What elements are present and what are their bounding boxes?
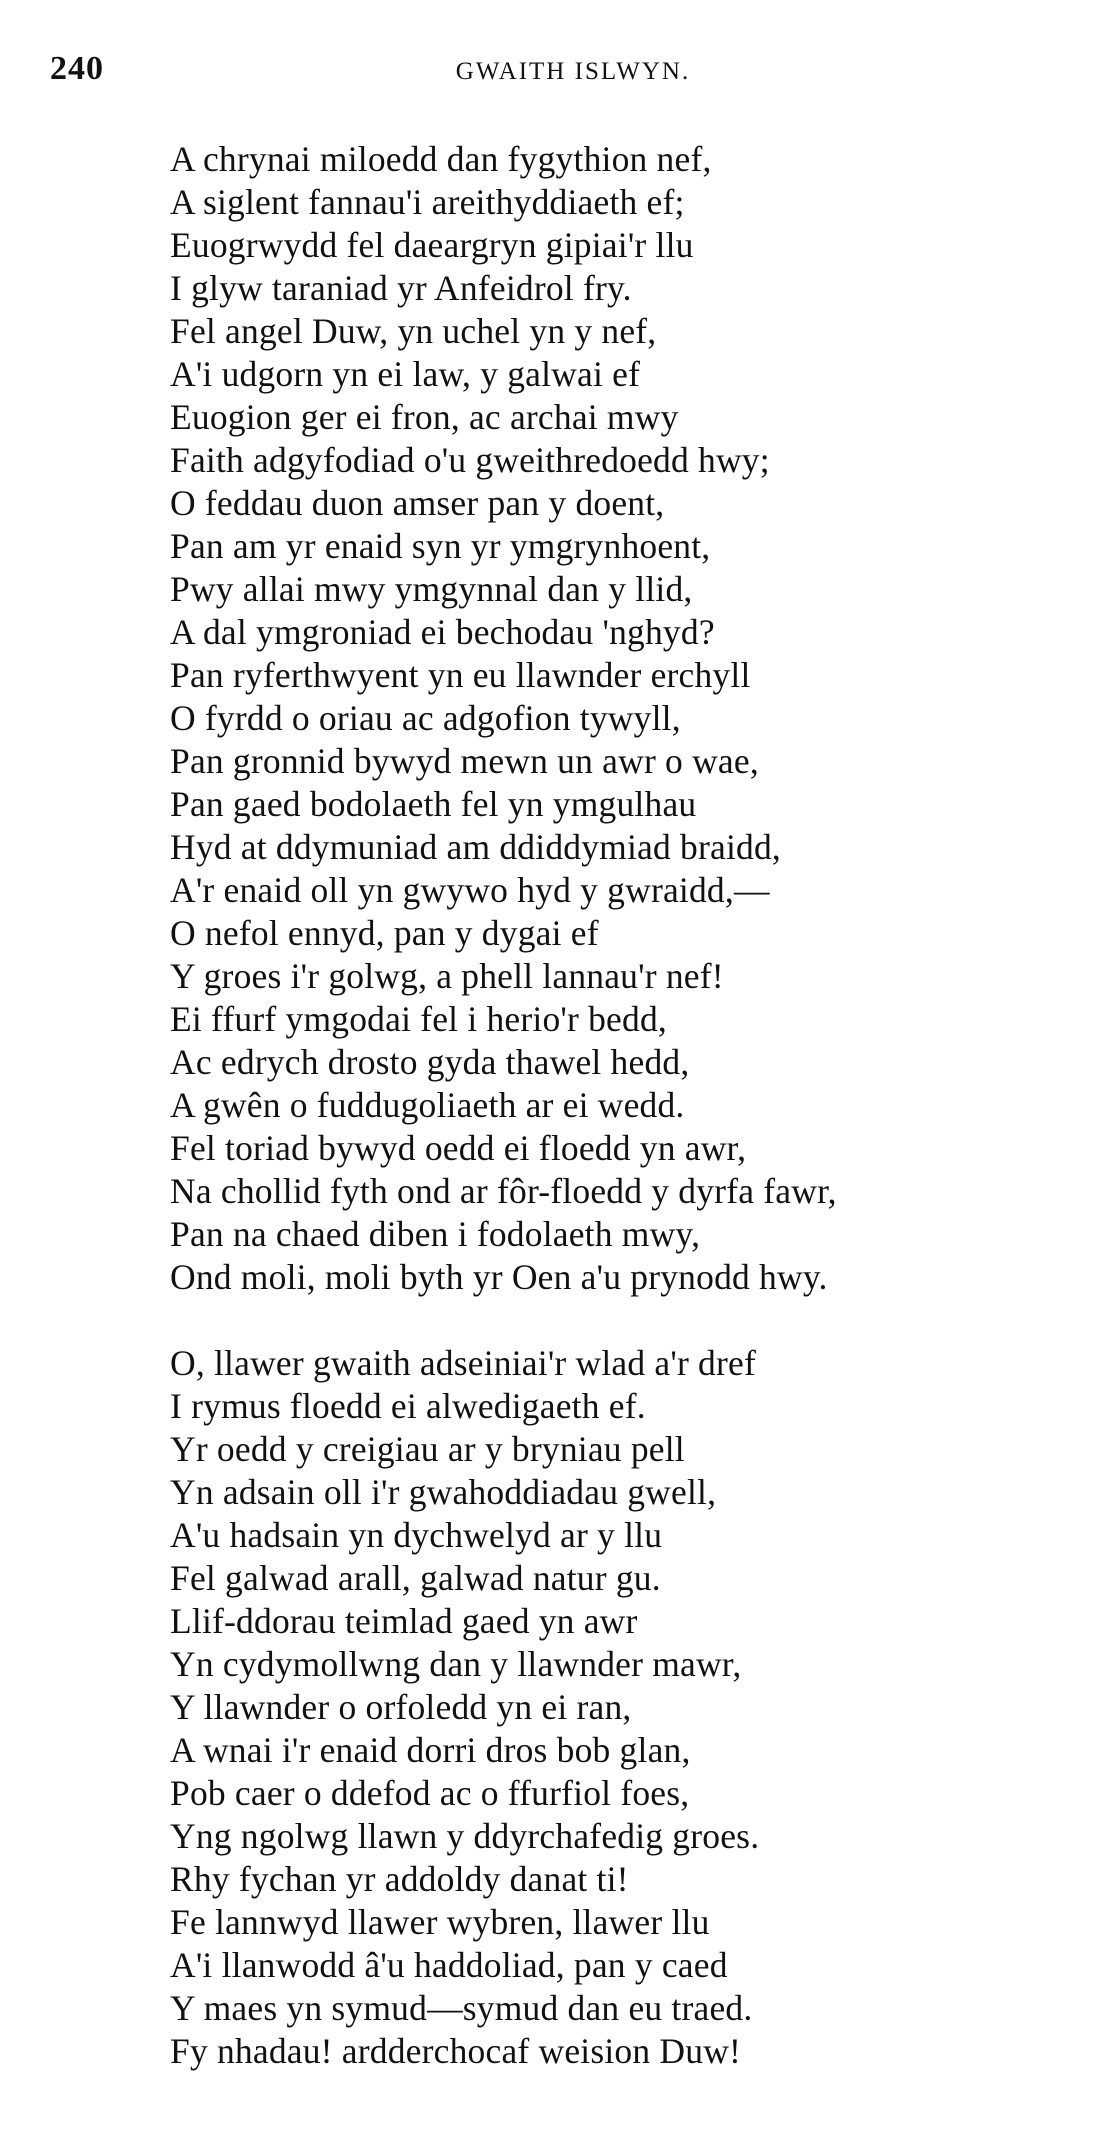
poem-line: Pan ryferthwyent yn eu llawnder erchyll [170,655,751,695]
poem-line: O fyrdd o oriau ac adgofion tywyll, [170,698,681,738]
poem-line: A chrynai miloedd dan fygythion nef, [170,139,712,179]
poem-line: A dal ymgroniad ei bechodau 'nghyd? [170,612,715,652]
poem-line: O, llawer gwaith adseiniai'r wlad a'r dref [170,1343,757,1383]
page-header [0,50,1101,100]
poem-line: Yng ngolwg llawn y ddyrchafedig groes. [170,1816,760,1856]
page-number: 240 [50,50,104,87]
poem-line: I glyw taraniad yr Anfeidrol fry. [170,268,632,308]
poem-line: O nefol ennyd, pan y dygai ef [170,913,599,953]
poem-line: Ond moli, moli byth yr Oen a'u prynodd hwy. [170,1257,828,1297]
poem-line: Hyd at ddymuniad am ddiddymiad braidd, [170,827,781,867]
poem-line: Yn adsain oll i'r gwahoddiadau gwell, [170,1472,717,1512]
poem-line: Pan gronnid bywyd mewn un awr o wae, [170,741,759,781]
poem-line: Pan gaed bodolaeth fel yn ymgulhau [170,784,697,824]
poem-line: Y maes yn symud—symud dan eu traed. [170,1988,753,2028]
poem-line: Yn cydymollwng dan y llawnder mawr, [170,1644,742,1684]
poem-line: Rhy fychan yr addoldy danat ti! [170,1859,629,1899]
poem-line: I rymus floedd ei alwedigaeth ef. [170,1386,646,1426]
poem-line: Pan am yr enaid syn yr ymgrynhoent, [170,526,711,566]
poem-line: Pan na chaed diben i fodolaeth mwy, [170,1214,701,1254]
poem-line: O feddau duon amser pan y doent, [170,483,665,523]
poem-line: Pwy allai mwy ymgynnal dan y llid, [170,569,693,609]
poem-line: Fy nhadau! ardderchocaf weision Duw! [170,2031,742,2071]
poem-line: Fel angel Duw, yn uchel yn y nef, [170,311,657,351]
poem-line: A wnai i'r enaid dorri dros bob glan, [170,1730,691,1770]
poem-line: Na chollid fyth ond ar fôr-floedd y dyrfa fawr, [170,1171,837,1211]
poem-line: Faith adgyfodiad o'u gweithredoedd hwy; [170,440,770,480]
poem-line: A gwên o fuddugoliaeth ar ei wedd. [170,1085,685,1125]
poem-line: Pob caer o ddefod ac o ffurfiol foes, [170,1773,690,1813]
poem-line: A'i llanwodd â'u haddoliad, pan y caed [170,1945,728,1985]
poem-body [170,138,1080,2073]
poem-line: A'i udgorn yn ei law, y galwai ef [170,354,641,394]
running-title: GWAITH ISLWYN. [455,58,691,85]
stanza-1 [170,138,1080,1299]
poem-line: A siglent fannau'i areithyddiaeth ef; [170,182,685,222]
poem-line: Ac edrych drosto gyda thawel hedd, [170,1042,690,1082]
poem-line: A'r enaid oll yn gwywo hyd y gwraidd,— [170,870,770,910]
poem-line: A'u hadsain yn dychwelyd ar y llu [170,1515,663,1555]
poem-line: Fe lannwyd llawer wybren, llawer llu [170,1902,710,1942]
poem-line: Llif-ddorau teimlad gaed yn awr [170,1601,638,1641]
poem-line: Ei ffurf ymgodai fel i herio'r bedd, [170,999,667,1039]
poem-line: Euogion ger ei fron, ac archai mwy [170,397,679,437]
poem-line: Euogrwydd fel daeargryn gipiai'r llu [170,225,694,265]
poem-line: Fel toriad bywyd oedd ei floedd yn awr, [170,1128,747,1168]
poem-line: Fel galwad arall, galwad natur gu. [170,1558,661,1598]
poem-line: Yr oedd y creigiau ar y bryniau pell [170,1429,685,1469]
stanza-2 [170,1342,1080,2073]
poem-line: Y llawnder o orfoledd yn ei ran, [170,1687,632,1727]
poem-line: Y groes i'r golwg, a phell lannau'r nef! [170,956,724,996]
